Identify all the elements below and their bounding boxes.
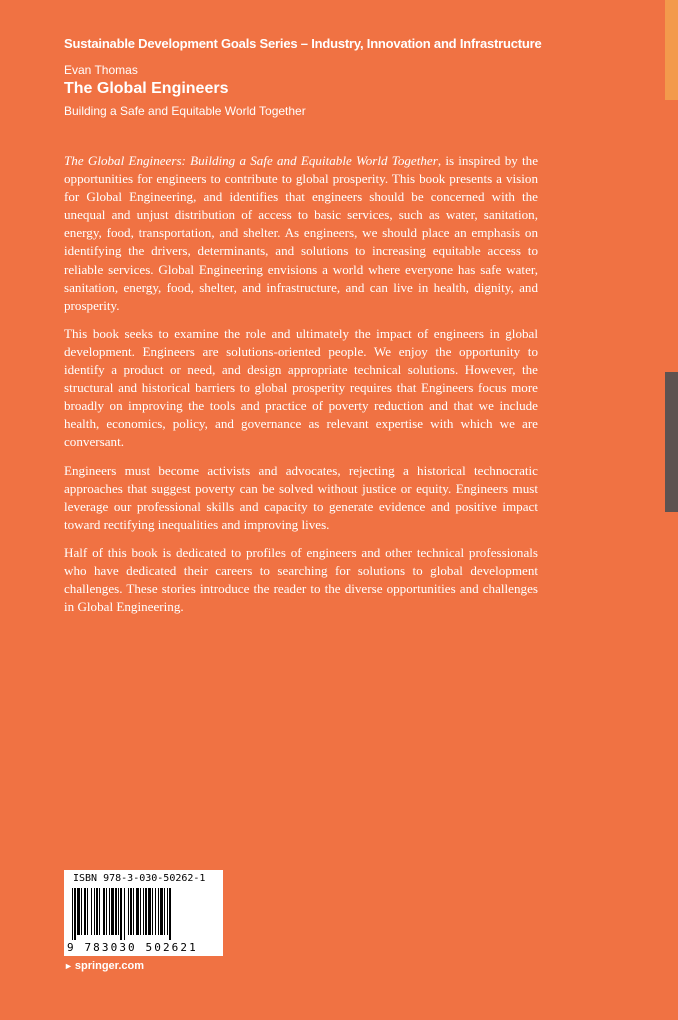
blurb — [64, 152, 538, 626]
spine-accent-top — [665, 0, 678, 100]
barcode-bars — [72, 888, 215, 940]
blurb-paragraph-1-text: , is inspired by the opportunities for engineers to contribute to global prosperity. This book presents a vision for Global Engineering, and identifies that engineers should be concerned with the unequal and unjust distribution of access to basic services, such as water, sanitation, energy, food, transportation, and shelter. As engineers, we should place an emphasis on identifying the drivers, determinants, and solutions to increasing equitable access to reliable services. Global Engineering envisions a world where everyone has safe water, sanitation, energy, food, shelter, and infrastructure, and can live in health, dignity, and prosperity. — [64, 153, 539, 313]
barcode-bar — [84, 888, 86, 935]
publisher-url: springer.com — [74, 960, 144, 972]
barcode-bar — [72, 888, 73, 940]
barcode-bar — [81, 888, 82, 935]
blurb-title-reference: The Global Engineers: Building a Safe and Equitable World Together — [64, 153, 438, 168]
blurb-paragraph-1 — [64, 152, 538, 315]
barcode-bar — [109, 888, 110, 935]
barcode-bar — [124, 888, 125, 940]
barcode-bar — [118, 888, 119, 935]
barcode-bar — [115, 888, 117, 935]
barcode-bar — [111, 888, 114, 935]
barcode-bar — [99, 888, 100, 935]
barcode-bar — [94, 888, 95, 935]
blurb-paragraph-4: Half of this book is dedicated to profiles of engineers and other technical professionals who have dedicated their careers to searching for solutions to global development challenges. These stories introduce the reader to the diverse opportunities and challenges in Global Engineering. — [64, 544, 538, 615]
barcode-bar — [103, 888, 105, 935]
barcode-digits: 9 783030 502621 — [67, 941, 198, 954]
barcode-bar — [148, 888, 151, 935]
series-title: Sustainable Development Goals Series – Industry, Innovation and Infrastructure — [64, 36, 542, 51]
barcode-bar — [130, 888, 132, 935]
isbn-barcode — [64, 870, 223, 956]
isbn-label: ISBN 978-3-030-50262-1 — [73, 873, 206, 884]
author-name: Evan Thomas — [64, 63, 138, 77]
arrow-icon: ► — [64, 961, 73, 971]
barcode-bar — [140, 888, 141, 935]
barcode-bar — [136, 888, 139, 935]
barcode-bar — [106, 888, 107, 935]
barcode-bar — [164, 888, 165, 935]
spine-accent-middle — [665, 372, 678, 512]
blurb-paragraph-2: This book seeks to examine the role and ultimately the impact of engineers in global development. Engineers are solutions-oriented people. We enjoy the opportunity to identify a product or need, and design appropriate technical solutions. However, the structural and historical barriers to global prosperity requires that Engineers focus more broadly on improving the tools and practice of poverty reduction and that we include health, economics, policy, and governance as relevant expertise with which we are conversant. — [64, 325, 538, 450]
barcode-bar — [96, 888, 98, 935]
blurb-paragraph-3: Engineers must become activists and advocates, rejecting a historical technocratic approaches that suggest poverty can be solved without justice or equity. Engineers must leverage our professional skills and capacity to generate evidence and positive impact toward rectifying inequalities and improving lives. — [64, 462, 538, 532]
barcode-bar — [152, 888, 153, 935]
barcode-bar — [145, 888, 147, 935]
barcode-bar — [120, 888, 122, 940]
barcode-bar — [128, 888, 129, 935]
barcode-bar — [74, 888, 76, 940]
barcode-bar — [87, 888, 88, 935]
barcode-bar — [160, 888, 163, 935]
barcode-bar — [155, 888, 156, 935]
book-subtitle: Building a Safe and Equitable World Together — [64, 104, 306, 118]
barcode-bar — [167, 888, 168, 935]
barcode-bar — [143, 888, 144, 935]
barcode-bar — [133, 888, 134, 935]
barcode-bar — [158, 888, 159, 935]
barcode-bar — [77, 888, 80, 935]
barcode-bar — [91, 888, 92, 935]
publisher-link[interactable] — [64, 960, 144, 972]
book-title: The Global Engineers — [64, 80, 229, 97]
barcode-bar — [169, 888, 171, 940]
